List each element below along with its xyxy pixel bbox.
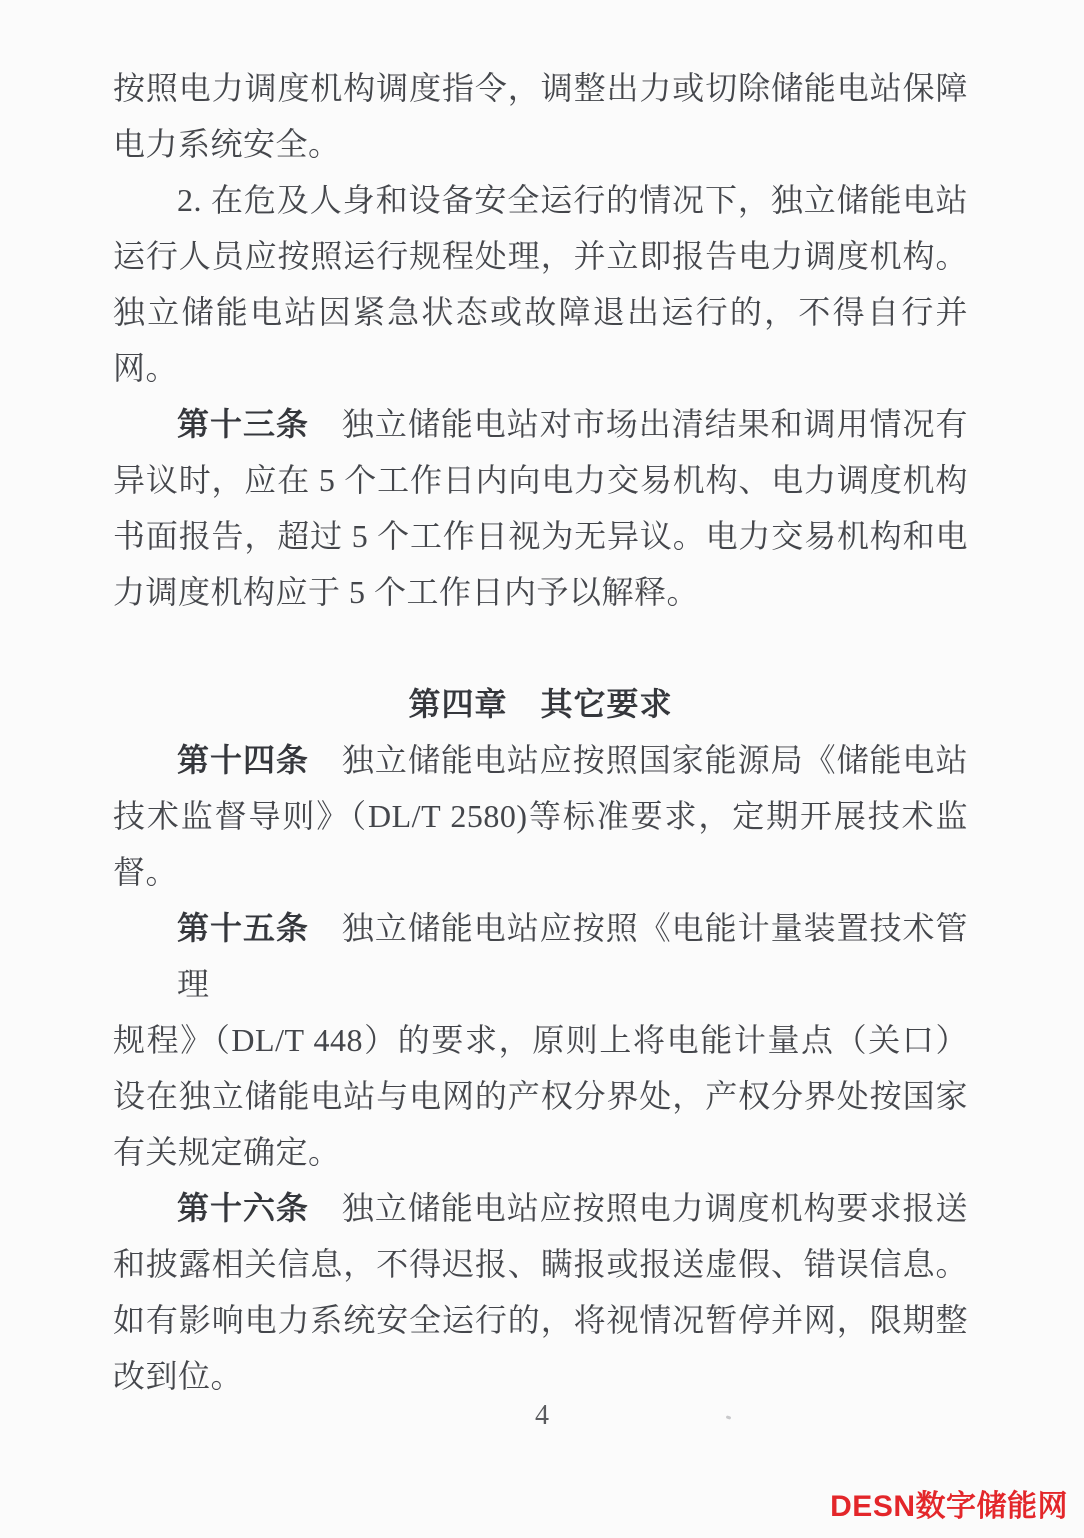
text-line: 网。 [113, 350, 179, 386]
text-line: 技术监督导则》（DL/T 2580)等标准要求，定期开展技术监 [113, 798, 968, 834]
text-line: 改到位。 [113, 1358, 244, 1394]
text-line: 第十四条 独立储能电站应按照国家能源局《储能电站 [177, 742, 968, 778]
paragraph [113, 732, 968, 900]
document-body [113, 60, 968, 1404]
text-line: 第十五条 独立储能电站应按照《电能计量装置技术管理 [177, 910, 968, 1002]
paragraph [113, 900, 968, 1180]
text-line: 第十六条 独立储能电站应按照电力调度机构要求报送 [177, 1190, 968, 1226]
text-line: 电力系统安全。 [113, 126, 341, 162]
article-number: 第十三条 [177, 406, 309, 442]
text-line: 书面报告，超过 5 个工作日视为无异议。电力交易机构和电 [113, 518, 968, 554]
text-line: 独立储能电站因紧急状态或故障退出运行的，不得自行并 [113, 294, 968, 330]
text-line: 2. 在危及人身和设备安全运行的情况下，独立储能电站 [177, 182, 968, 218]
text-line: 异议时，应在 5 个工作日内向电力交易机构、电力调度机构 [113, 462, 968, 498]
text-line: 有关规定确定。 [113, 1134, 341, 1170]
paragraph [113, 60, 968, 172]
chapter-heading: 第四章 其它要求 [408, 686, 673, 722]
page-number: 4 [535, 1400, 549, 1431]
text-line: 第十三条 独立储能电站对市场出清结果和调用情况有 [177, 406, 968, 442]
text-line: 督。 [113, 854, 179, 890]
article-number: 第十六条 [177, 1190, 309, 1226]
text-line: 力调度机构应于 5 个工作日内予以解释。 [113, 574, 700, 610]
text-line: 如有影响电力系统安全运行的，将视情况暂停并网，限期整 [113, 1302, 968, 1338]
paragraph [113, 172, 968, 396]
text-line: 规程》（DL/T 448）的要求，原则上将电能计量点（关口） [113, 1022, 968, 1058]
article-number: 第十五条 [177, 910, 309, 946]
text-line: 按照电力调度机构调度指令，调整出力或切除储能电站保障 [113, 70, 968, 106]
article-number: 第十四条 [177, 742, 309, 778]
text-line: 和披露相关信息，不得迟报、瞒报或报送虚假、错误信息。 [113, 1246, 968, 1282]
paragraph [113, 1180, 968, 1404]
site-watermark: DESN数字储能网 [830, 1490, 1068, 1523]
text-line: 运行人员应按照运行规程处理，并立即报告电力调度机构。 [113, 238, 968, 274]
text-line: 设在独立储能电站与电网的产权分界处，产权分界处按国家 [113, 1078, 968, 1114]
paragraph [113, 396, 968, 620]
